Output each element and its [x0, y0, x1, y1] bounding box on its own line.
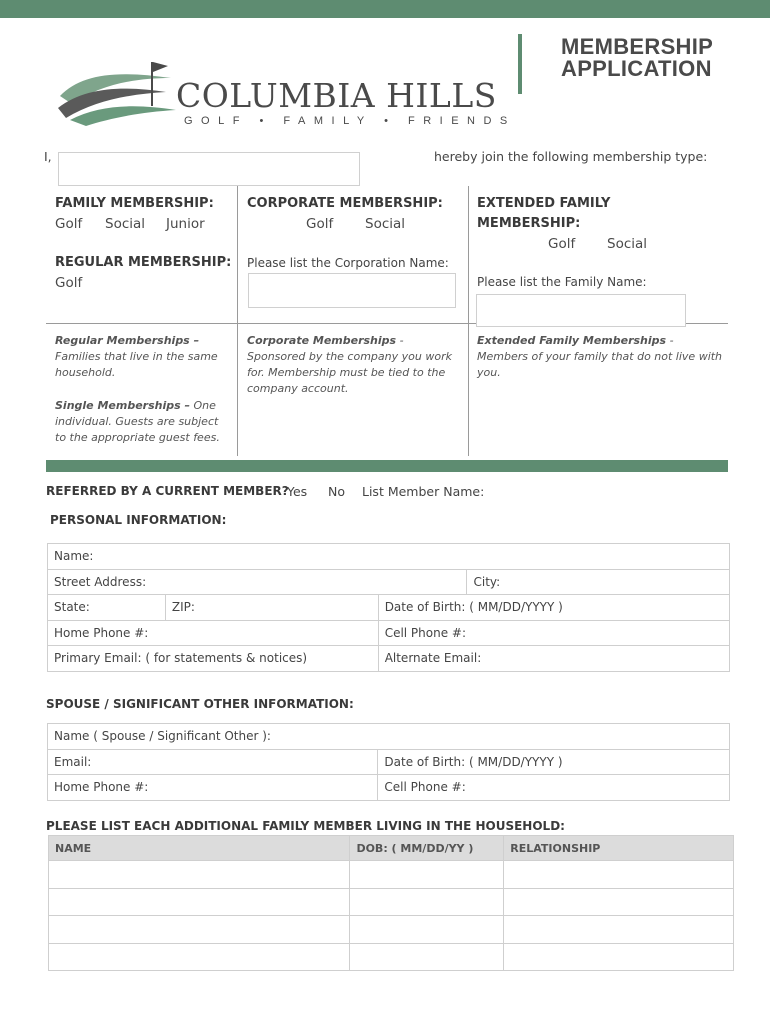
extended-option-social[interactable]: Social — [607, 236, 648, 252]
member-name-cell[interactable] — [49, 916, 350, 944]
member-relationship-cell[interactable] — [504, 916, 734, 944]
section-divider-bar — [46, 460, 728, 472]
zip-field[interactable]: ZIP: — [165, 595, 378, 621]
member-dob-cell[interactable] — [350, 888, 504, 916]
city-field[interactable]: City: — [467, 569, 730, 595]
golf-flag-logo-icon — [56, 56, 181, 128]
member-relationship-cell[interactable] — [504, 943, 734, 971]
spouse-cell-phone-field[interactable]: Cell Phone #: — [378, 775, 730, 801]
brand-tagline: GOLF • FAMILY • FRIENDS — [184, 115, 516, 127]
state-field[interactable]: State: — [48, 595, 166, 621]
personal-info-heading: PERSONAL INFORMATION: — [50, 513, 227, 527]
brand-name: COLUMBIA HILLS — [176, 76, 497, 115]
alternate-email-field[interactable]: Alternate Email: — [378, 646, 729, 672]
referral-no-option[interactable]: No — [328, 484, 345, 499]
title-divider — [518, 34, 522, 94]
cell-phone-field[interactable]: Cell Phone #: — [378, 620, 729, 646]
extended-option-golf[interactable]: Golf — [548, 236, 576, 252]
spouse-home-phone-field[interactable]: Home Phone #: — [48, 775, 378, 801]
member-relationship-cell[interactable] — [504, 861, 734, 889]
referral-member-name-label: List Member Name: — [362, 484, 485, 499]
member-name-cell[interactable] — [49, 888, 350, 916]
applicant-name-input[interactable] — [58, 152, 360, 186]
spouse-info-table — [47, 723, 730, 801]
regular-membership-heading: REGULAR MEMBERSHIP: — [55, 255, 232, 270]
corporation-name-input[interactable] — [248, 273, 456, 308]
family-name-label: Please list the Family Name: — [477, 275, 647, 289]
member-relationship-cell[interactable] — [504, 888, 734, 916]
corporate-membership-note: Corporate Memberships - Sponsored by the company you work for. Membership must be tied to the company account. — [247, 334, 452, 395]
column-header-dob: DOB: ( MM/DD/YY ) — [350, 836, 504, 861]
corporate-membership-heading: CORPORATE MEMBERSHIP: — [247, 196, 443, 211]
extended-membership-heading-1: EXTENDED FAMILY — [477, 196, 611, 211]
table-row — [49, 861, 734, 889]
column-divider-2 — [468, 186, 469, 456]
table-row — [49, 888, 734, 916]
family-option-golf[interactable]: Golf — [55, 216, 83, 232]
dob-field[interactable]: Date of Birth: ( MM/DD/YYYY ) — [378, 595, 729, 621]
family-members-table — [48, 835, 734, 971]
spouse-name-field[interactable]: Name ( Spouse / Significant Other ): — [48, 724, 730, 750]
name-field[interactable]: Name: — [48, 544, 730, 570]
family-membership-heading: FAMILY MEMBERSHIP: — [55, 196, 214, 211]
page-title-line2: APPLICATION — [561, 56, 712, 81]
corporate-option-golf[interactable]: Golf — [306, 216, 334, 232]
corporate-option-social[interactable]: Social — [365, 216, 406, 232]
member-dob-cell[interactable] — [350, 916, 504, 944]
column-divider-1 — [237, 186, 238, 456]
referral-question: REFERRED BY A CURRENT MEMBER? — [46, 484, 289, 498]
member-name-cell[interactable] — [49, 861, 350, 889]
top-accent-bar — [0, 0, 770, 18]
intro-suffix: hereby join the following membership type: — [434, 149, 708, 164]
member-dob-cell[interactable] — [350, 861, 504, 889]
corporation-name-label: Please list the Corporation Name: — [247, 256, 449, 270]
regular-membership-note: Regular Memberships – Families that live in the same household. — [55, 334, 218, 379]
family-option-junior[interactable]: Junior — [166, 216, 205, 232]
family-members-heading: PLEASE LIST EACH ADDITIONAL FAMILY MEMBER LIVING IN THE HOUSEHOLD: — [46, 819, 565, 833]
extended-membership-note: Extended Family Memberships - Members of your family that do not live with you. — [477, 334, 723, 379]
spouse-email-field[interactable]: Email: — [48, 749, 378, 775]
primary-email-field[interactable]: Primary Email: ( for statements & notices) — [48, 646, 379, 672]
spouse-dob-field[interactable]: Date of Birth: ( MM/DD/YYYY ) — [378, 749, 730, 775]
spouse-info-heading: SPOUSE / SIGNIFICANT OTHER INFORMATION: — [46, 697, 354, 711]
regular-option-golf[interactable]: Golf — [55, 275, 83, 291]
page-title-line1: MEMBERSHIP — [561, 34, 714, 59]
table-row — [49, 943, 734, 971]
intro-prefix: I, — [44, 149, 52, 164]
extended-membership-heading-2: MEMBERSHIP: — [477, 216, 581, 231]
table-row — [49, 916, 734, 944]
street-address-field[interactable]: Street Address: — [48, 569, 467, 595]
column-header-name: NAME — [49, 836, 350, 861]
member-name-cell[interactable] — [49, 943, 350, 971]
personal-info-table — [47, 543, 730, 672]
column-header-relationship: RELATIONSHIP — [504, 836, 734, 861]
home-phone-field[interactable]: Home Phone #: — [48, 620, 379, 646]
single-membership-note: Single Memberships – One individual. Guests are subject to the appropriate guest fees. — [55, 399, 220, 444]
member-dob-cell[interactable] — [350, 943, 504, 971]
page-title — [561, 36, 713, 80]
referral-yes-option[interactable]: Yes — [287, 484, 308, 499]
family-option-social[interactable]: Social — [105, 216, 146, 232]
family-name-input[interactable] — [476, 294, 686, 327]
